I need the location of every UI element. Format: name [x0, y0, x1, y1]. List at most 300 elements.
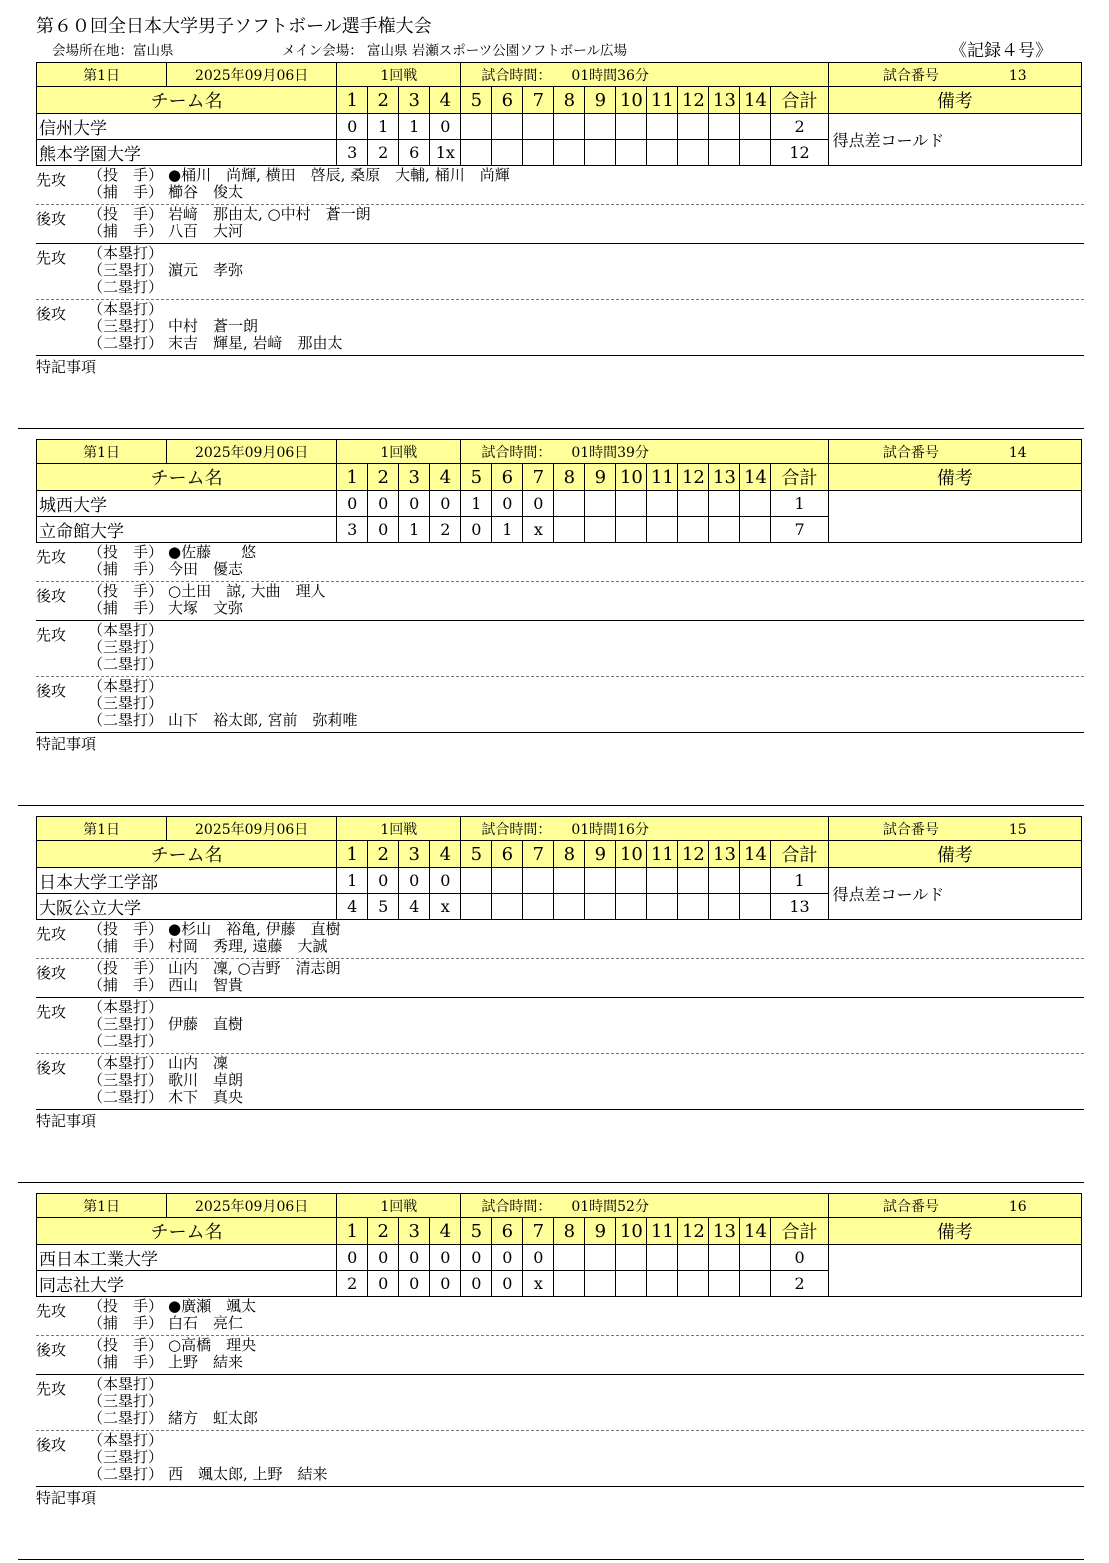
home-run-label: （本塁打）	[88, 998, 164, 1016]
inning-score	[647, 1245, 678, 1271]
doc-title: 第６０回全日本大学男子ソフトボール選手権大会	[36, 16, 432, 37]
batting-order-label: 先攻	[36, 548, 67, 566]
game-date: 2025年09月06日	[167, 440, 337, 464]
total-header: 合計	[771, 87, 828, 114]
inning-score	[585, 868, 616, 894]
catcher-line	[36, 938, 1084, 955]
team-name: 熊本学園大学	[37, 140, 337, 166]
detail-block	[36, 677, 1084, 733]
game-duration: 01時間52分	[571, 1198, 649, 1215]
batting-order-label: 後攻	[36, 1436, 67, 1454]
double-line	[36, 1089, 1084, 1106]
inning-score	[709, 140, 740, 166]
game-number-cell	[828, 817, 1081, 841]
detail-block	[36, 1375, 1084, 1431]
catcher-names: 白石 亮仁	[168, 1314, 244, 1332]
catcher-line	[36, 223, 1084, 240]
double-label: （二塁打）	[88, 711, 164, 729]
home-run-line	[36, 1432, 1084, 1449]
game-record	[36, 816, 1084, 1136]
inning-score	[492, 140, 523, 166]
inning-score	[554, 140, 585, 166]
double-label: （二塁打）	[88, 1465, 164, 1483]
remarks-header: 備考	[828, 87, 1081, 114]
inning-score: 1x	[430, 140, 461, 166]
game-round: 1回戦	[337, 817, 461, 841]
batting-order-label: 先攻	[36, 1380, 67, 1398]
game-time-label: 試合時間：	[481, 67, 552, 84]
double-names: 西 颯太郎, 上野 結来	[168, 1465, 328, 1483]
inning-header: 8	[554, 1218, 585, 1245]
catcher-names: 西山 智貴	[168, 976, 244, 994]
triple-label: （三塁打）	[88, 1015, 164, 1033]
inning-header: 9	[585, 841, 616, 868]
game-separator	[18, 1182, 1084, 1183]
total-header: 合計	[771, 1218, 828, 1245]
inning-score: 0	[492, 491, 523, 517]
inning-header: 11	[647, 87, 678, 114]
pitcher-line	[36, 960, 1084, 977]
triple-line	[36, 1016, 1084, 1033]
inning-header: 14	[740, 464, 771, 491]
game-number-label: 試合番号	[882, 821, 939, 838]
inning-score: 0	[368, 1271, 399, 1297]
home-run-label: （本塁打）	[88, 1375, 164, 1393]
catcher-label: （捕 手）	[88, 599, 164, 617]
team-total: 2	[771, 114, 828, 140]
inning-score	[616, 1271, 647, 1297]
inning-score	[616, 140, 647, 166]
inning-score: 0	[399, 1245, 430, 1271]
inning-score	[740, 1271, 771, 1297]
game-record	[36, 62, 1084, 382]
catcher-label: （捕 手）	[88, 560, 164, 578]
inning-score	[709, 894, 740, 920]
batting-order-label: 先攻	[36, 249, 67, 267]
home-run-line	[36, 301, 1084, 318]
venue-location: 会場所在地：富山県	[52, 43, 174, 59]
double-line	[36, 279, 1084, 296]
inning-header: 12	[678, 841, 709, 868]
team-row	[37, 114, 1082, 140]
inning-score	[709, 517, 740, 543]
inning-score	[647, 114, 678, 140]
double-line	[36, 712, 1084, 729]
inning-score: 0	[368, 491, 399, 517]
game-separator	[18, 428, 1084, 429]
pitcher-label: （投 手）	[88, 920, 164, 938]
inning-score	[709, 1245, 740, 1271]
inning-header: 14	[740, 1218, 771, 1245]
inning-score: 0	[337, 114, 368, 140]
detail-block	[36, 166, 1084, 205]
inning-score: 4	[399, 894, 430, 920]
home-run-label: （本塁打）	[88, 1054, 164, 1072]
inning-score	[709, 1271, 740, 1297]
inning-score	[616, 894, 647, 920]
game-time-label: 試合時間：	[481, 444, 552, 461]
home-run-label: （本塁打）	[88, 1431, 164, 1449]
inning-header: 6	[492, 87, 523, 114]
record-number: 《記録４号》	[950, 41, 1052, 61]
inning-score: 0	[399, 491, 430, 517]
inning-score: 2	[430, 517, 461, 543]
inning-header: 7	[523, 841, 554, 868]
inning-score	[554, 491, 585, 517]
inning-score	[616, 491, 647, 517]
inning-header: 6	[492, 464, 523, 491]
double-label: （二塁打）	[88, 334, 164, 352]
triple-line	[36, 318, 1084, 335]
home-run-line	[36, 999, 1084, 1016]
inning-score: 6	[399, 140, 430, 166]
inning-header: 9	[585, 464, 616, 491]
game-remark	[828, 491, 1081, 543]
game-day: 第1日	[37, 63, 167, 87]
catcher-label: （捕 手）	[88, 1353, 164, 1371]
inning-score	[709, 114, 740, 140]
game-remark	[828, 1245, 1081, 1297]
pitcher-names: ●佐藤 悠	[168, 543, 257, 561]
inning-header: 13	[709, 1218, 740, 1245]
team-total: 1	[771, 491, 828, 517]
batting-order-label: 後攻	[36, 305, 67, 323]
catcher-line	[36, 184, 1084, 201]
inning-score: 1	[492, 517, 523, 543]
inning-score	[678, 894, 709, 920]
game-time-label: 試合時間：	[481, 821, 552, 838]
batting-order-label: 先攻	[36, 1302, 67, 1320]
inning-score	[585, 140, 616, 166]
inning-header: 13	[709, 841, 740, 868]
team-total: 13	[771, 894, 828, 920]
double-line	[36, 1466, 1084, 1483]
catcher-line	[36, 1354, 1084, 1371]
score-table	[36, 816, 1082, 920]
game-time	[461, 1194, 828, 1218]
team-name: 立命館大学	[37, 517, 337, 543]
pitcher-label: （投 手）	[88, 1297, 164, 1315]
pitcher-names: 岩﨑 那由太, ○中村 蒼一朗	[168, 205, 371, 223]
inning-score	[461, 894, 492, 920]
game-record	[36, 1193, 1084, 1513]
inning-score	[554, 894, 585, 920]
inning-header: 3	[399, 841, 430, 868]
inning-score	[678, 868, 709, 894]
score-table	[36, 62, 1082, 166]
game-round: 1回戦	[337, 63, 461, 87]
game-time	[461, 63, 828, 87]
double-label: （二塁打）	[88, 1088, 164, 1106]
game-details	[36, 920, 1084, 1136]
inning-score: 2	[337, 1271, 368, 1297]
inning-header: 7	[523, 464, 554, 491]
inning-header: 5	[461, 464, 492, 491]
inning-score	[740, 517, 771, 543]
special-notes: 特記事項	[36, 1112, 97, 1130]
inning-score: 0	[430, 1245, 461, 1271]
batting-order-label: 後攻	[36, 1341, 67, 1359]
detail-block	[36, 582, 1084, 621]
inning-header: 3	[399, 464, 430, 491]
total-header: 合計	[771, 841, 828, 868]
detail-block	[36, 1336, 1084, 1375]
team-name: 同志社大学	[37, 1271, 337, 1297]
inning-score	[740, 491, 771, 517]
inning-score: 1	[461, 491, 492, 517]
inning-header: 8	[554, 87, 585, 114]
pitcher-label: （投 手）	[88, 543, 164, 561]
inning-header: 1	[337, 464, 368, 491]
inning-score	[740, 894, 771, 920]
detail-block	[36, 621, 1084, 677]
home-run-label: （本塁打）	[88, 300, 164, 318]
inning-header: 10	[616, 1218, 647, 1245]
inning-header: 2	[368, 87, 399, 114]
inning-score: 3	[337, 140, 368, 166]
pitcher-line	[36, 1337, 1084, 1354]
inning-score: x	[430, 894, 461, 920]
inning-header: 8	[554, 841, 585, 868]
batting-order-label: 先攻	[36, 171, 67, 189]
inning-score: 0	[399, 1271, 430, 1297]
triple-names: 歌川 卓朗	[168, 1071, 244, 1089]
home-run-line	[36, 678, 1084, 695]
inning-score	[616, 517, 647, 543]
inning-score	[585, 894, 616, 920]
triple-label: （三塁打）	[88, 1392, 164, 1410]
detail-block	[36, 920, 1084, 959]
catcher-line	[36, 1315, 1084, 1332]
detail-block	[36, 300, 1084, 356]
inning-score	[554, 868, 585, 894]
detail-block	[36, 1054, 1084, 1110]
inning-header: 9	[585, 87, 616, 114]
batting-order-label: 後攻	[36, 682, 67, 700]
inning-score	[740, 114, 771, 140]
inning-score	[647, 868, 678, 894]
triple-names: 中村 蒼一朗	[168, 317, 259, 335]
pitcher-label: （投 手）	[88, 959, 164, 977]
triple-label: （三塁打）	[88, 317, 164, 335]
triple-line	[36, 262, 1084, 279]
inning-score	[678, 1271, 709, 1297]
inning-score	[554, 114, 585, 140]
game-number: 16	[1008, 1198, 1027, 1215]
inning-score	[678, 517, 709, 543]
inning-header: 11	[647, 1218, 678, 1245]
catcher-line	[36, 977, 1084, 994]
inning-score	[709, 868, 740, 894]
inning-score: 5	[368, 894, 399, 920]
team-name-header: チーム名	[37, 464, 337, 491]
game-details	[36, 543, 1084, 759]
inning-header: 8	[554, 464, 585, 491]
team-row	[37, 868, 1082, 894]
inning-score	[678, 491, 709, 517]
game-separator	[18, 1559, 1084, 1560]
pitcher-names: ●杉山 裕亀, 伊藤 直樹	[168, 920, 341, 938]
inning-score: 0	[523, 491, 554, 517]
inning-score: 0	[492, 1245, 523, 1271]
pitcher-line	[36, 1298, 1084, 1315]
team-name: 西日本工業大学	[37, 1245, 337, 1271]
inning-score	[709, 491, 740, 517]
catcher-label: （捕 手）	[88, 222, 164, 240]
inning-header: 1	[337, 87, 368, 114]
catcher-names: 今田 優志	[168, 560, 244, 578]
pitcher-line	[36, 544, 1084, 561]
double-names: 緒方 虹太郎	[168, 1409, 259, 1427]
inning-score: 0	[368, 868, 399, 894]
inning-score: 2	[368, 140, 399, 166]
game-date: 2025年09月06日	[167, 817, 337, 841]
inning-score: 0	[337, 1245, 368, 1271]
inning-header: 11	[647, 464, 678, 491]
game-date: 2025年09月06日	[167, 63, 337, 87]
team-total: 7	[771, 517, 828, 543]
inning-score: 0	[461, 1271, 492, 1297]
total-header: 合計	[771, 464, 828, 491]
inning-header: 11	[647, 841, 678, 868]
inning-score	[585, 517, 616, 543]
triple-names: 濵元 孝弥	[168, 261, 244, 279]
team-name: 日本大学工学部	[37, 868, 337, 894]
inning-score	[554, 1271, 585, 1297]
home-run-label: （本塁打）	[88, 621, 164, 639]
inning-score: 0	[430, 491, 461, 517]
double-line	[36, 1410, 1084, 1427]
detail-block	[36, 998, 1084, 1054]
inning-header: 5	[461, 841, 492, 868]
special-notes: 特記事項	[36, 358, 97, 376]
catcher-line	[36, 600, 1084, 617]
catcher-line	[36, 561, 1084, 578]
triple-label: （三塁打）	[88, 638, 164, 656]
team-name: 城西大学	[37, 491, 337, 517]
triple-names: 伊藤 直樹	[168, 1015, 244, 1033]
batting-order-label: 後攻	[36, 1059, 67, 1077]
special-notes: 特記事項	[36, 735, 97, 753]
double-names: 木下 真央	[168, 1088, 244, 1106]
game-day: 第1日	[37, 440, 167, 464]
inning-score	[461, 868, 492, 894]
game-duration: 01時間16分	[571, 821, 649, 838]
team-total: 1	[771, 868, 828, 894]
team-name-header: チーム名	[37, 841, 337, 868]
pitcher-line	[36, 167, 1084, 184]
inning-score	[523, 868, 554, 894]
home-run-names: 山内 凜	[168, 1054, 229, 1072]
double-label: （二塁打）	[88, 655, 164, 673]
remarks-header: 備考	[828, 1218, 1081, 1245]
home-run-label: （本塁打）	[88, 677, 164, 695]
inning-header: 7	[523, 87, 554, 114]
inning-score	[492, 894, 523, 920]
inning-score	[523, 114, 554, 140]
inning-score	[678, 1245, 709, 1271]
game-number-label: 試合番号	[882, 67, 939, 84]
inning-header: 10	[616, 87, 647, 114]
inning-score	[585, 114, 616, 140]
inning-score	[585, 1245, 616, 1271]
inning-header: 4	[430, 841, 461, 868]
inning-header: 5	[461, 87, 492, 114]
main-venue: メイン会場： 富山県 岩瀬スポーツ公園ソフトボール広場	[282, 43, 628, 59]
inning-score	[523, 140, 554, 166]
game-round: 1回戦	[337, 1194, 461, 1218]
inning-header: 3	[399, 87, 430, 114]
remarks-header: 備考	[828, 464, 1081, 491]
inning-header: 9	[585, 1218, 616, 1245]
inning-score	[585, 491, 616, 517]
game-number-cell	[828, 63, 1081, 87]
game-details	[36, 166, 1084, 382]
double-label: （二塁打）	[88, 1032, 164, 1050]
double-line	[36, 656, 1084, 673]
inning-score	[678, 140, 709, 166]
triple-label: （三塁打）	[88, 1071, 164, 1089]
detail-block	[36, 959, 1084, 998]
inning-score: 1	[399, 114, 430, 140]
inning-score	[616, 868, 647, 894]
home-run-line	[36, 245, 1084, 262]
inning-header: 4	[430, 87, 461, 114]
inning-score	[461, 114, 492, 140]
double-names: 山下 裕太郎, 宮前 弥莉唯	[168, 711, 358, 729]
inning-header: 1	[337, 1218, 368, 1245]
game-date: 2025年09月06日	[167, 1194, 337, 1218]
detail-block	[36, 1431, 1084, 1487]
inning-score: 1	[399, 517, 430, 543]
game-number: 13	[1008, 67, 1027, 84]
triple-line	[36, 1449, 1084, 1466]
game-duration: 01時間39分	[571, 444, 649, 461]
inning-header: 2	[368, 1218, 399, 1245]
home-run-line	[36, 622, 1084, 639]
inning-score	[554, 1245, 585, 1271]
game-number-label: 試合番号	[882, 1198, 939, 1215]
game-number: 15	[1008, 821, 1027, 838]
inning-score	[647, 140, 678, 166]
inning-score	[647, 894, 678, 920]
team-name-header: チーム名	[37, 87, 337, 114]
inning-header: 7	[523, 1218, 554, 1245]
triple-line	[36, 639, 1084, 656]
inning-header: 12	[678, 464, 709, 491]
inning-score: 0	[430, 868, 461, 894]
inning-score	[647, 1271, 678, 1297]
inning-score	[647, 491, 678, 517]
batting-order-label: 先攻	[36, 626, 67, 644]
game-number-cell	[828, 1194, 1081, 1218]
inning-header: 2	[368, 841, 399, 868]
inning-header: 1	[337, 841, 368, 868]
inning-header: 6	[492, 1218, 523, 1245]
inning-score: 0	[430, 1271, 461, 1297]
double-line	[36, 335, 1084, 352]
game-number-cell	[828, 440, 1081, 464]
pitcher-names: ●桶川 尚輝, 横田 啓辰, 桑原 大輔, 桶川 尚輝	[168, 166, 510, 184]
catcher-names: 上野 結来	[168, 1353, 244, 1371]
double-label: （二塁打）	[88, 1409, 164, 1427]
inning-header: 2	[368, 464, 399, 491]
detail-block	[36, 205, 1084, 244]
team-row	[37, 1245, 1082, 1271]
team-row	[37, 491, 1082, 517]
game-time	[461, 817, 828, 841]
inning-score	[740, 868, 771, 894]
